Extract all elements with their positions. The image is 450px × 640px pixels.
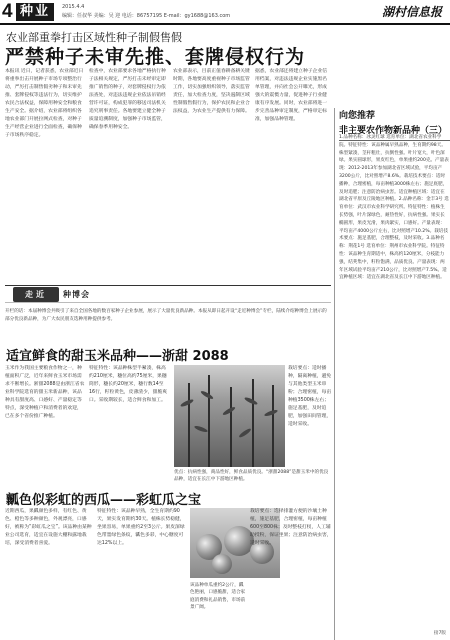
issue-date: 2015.4.4	[62, 4, 85, 10]
lead-column-2: 检查中，农业部要求各地严格执行种子法相关规定，严厉打击未经审定即推广销售的种子，对套牌侵权行为依法查处，对违法违规企业依法吊销经营许可证，构成犯罪的移送司法机关追究刑事责任。各地要建立健全种子质量追溯制度，加强种子市场监管，确保春季用种安全。	[89, 69, 166, 130]
corn-headline: 适宜鲜食的甜玉米品种——浙甜 2088	[6, 349, 229, 364]
expo-banner	[5, 285, 331, 303]
melon-column-1: 近期西瓜，果瓤颜色多样，有红色、黄色、橙色等多种颜色，外观漂亮，口感好，被称为“彩虹瓜之宝”。该品种由某种业公司选育，适宜在设施大棚和露地栽培，深受消费者喜爱。	[5, 509, 92, 546]
melon-photo-caption: 该品种单瓜重约2公斤，瓤色艳丽，口感脆甜，适合家庭消费和礼品销售，市场前景广阔。	[190, 583, 246, 611]
corn-field-photo	[174, 365, 285, 467]
page-number: 4	[2, 1, 13, 22]
section-label: 种业	[16, 3, 54, 21]
top-rule	[0, 23, 450, 25]
expo-title: 种博会	[63, 290, 90, 299]
sidebar-heading: 向您推荐	[339, 111, 376, 121]
sidebar-body: 1.品种名称：冰灵红球 选育单位：湖北省农业科学院。特征特性：该品种属早熟品种，生育期约98天。株型紧凑，茎秆粗壮，抗倒性强。叶片宽大，叶色深绿。果实圆球形，果皮红色，单果重约200克。产量表现：2012-2013年参加湖北省区域试验，平均亩产3200公斤，比对照增产8.6%。栽培技术要点：适时播种，合理密植，每亩种植3000株左右；施足底肥，及时追肥；注意防治病虫害。适宜种植区域：适宜在湖北省平原及丘陵地区种植。2.品种名称：金丰3号 选育单位：武汉市农业科学研究所。特征特性：植株生长势强，叶片深绿色，耐热性好，抗病性强。果实长椭圆形，果皮光滑，果肉紧实，口感好。产量表现：平均亩产4000公斤左右，比对照增产10.2%。栽培技术要点：施足基肥，合理整枝，及时采收。3.品种名称：荆花1号 选育单位：荆州市农业科学院。特征特性：该品种生育期适中，株高约120厘米，分枝能力强，结荚集中，籽粒饱满，品质优良。产量表现：两年区域试验平均亩产210公斤，比对照增产7.5%。适宜种植区域：适宜在湖北省及长江中下游地区种植。	[339, 135, 449, 281]
lead-column-3: 农业部表示，目前正值春耕备耕关键时期，各地要高度重视种子市场监管工作，切实加强组织领导，落实监管责任，加大检查力度，坚决遏制区域性制假售假行为，保护农民和企业合法权益，为农业生产提供有力保障。	[173, 69, 250, 114]
editor-info: 编辑：任叔华 美编：吴 迎 电话：86757195 E-mail：gy1688@163.com	[62, 13, 231, 19]
lead-kicker: 农业部重拳打击区域性种子制假售假	[6, 31, 182, 44]
corn-photo-caption: 优点：抗病性强，商品性好，鲜食品质优良。“浙甜2088”是甜玉米中的优良品种，适宜在长江中下游地区种植。	[174, 470, 329, 483]
melon-headline: 瓤色似彩虹的西瓜——彩虹瓜之宝	[6, 493, 202, 508]
expo-tag: 走近	[13, 287, 59, 302]
corn-column-2: 特征特性：该品种株型半紧凑，株高约210厘米，穗位高约75厘米，果穗筒形，穗长约20厘米，穗行数14至16行，籽粒黄色，皮薄渣少，甜脆爽口。采收期较长，适合鲜食和加工。	[89, 366, 168, 403]
continuation-note: 接7版	[433, 631, 446, 636]
melon-column-2: 特征特性：该品种早熟，全生育期约90天，果实发育期约30天。植株长势稳健，坐果容易，单果重约2至3公斤。果皮深绿色带墨绿色条纹，瓤色多彩，中心糖度可达12%以上。	[97, 509, 185, 546]
sidebar-subheading: 非主要农作物新品种（三）	[339, 126, 448, 136]
melon-column-3: 栽培要点：选择排灌方便的沙壤土种植，施足基肥，合理密植，每亩种植600至800株；及时整枝打杈，人工辅助授粉，保证坐果；注意防治病虫害，适时采收。	[250, 509, 332, 546]
lead-column-4: 据悉，农业部还将建立种子企业信用档案，对违法违规企业实施黑名单管理，并向社会公开曝光，形成强大的震慑力量，促进种子行业健康有序发展。同时，农业部将进一步完善品种审定制度，严格审定标准，加强品种管理。	[255, 69, 327, 122]
lead-column-1: 本报讯 近日，记者获悉，农业部近日将重拳出击开展种子市场专项整治行动，严厉打击制售假劣种子和未审先推、套牌侵权等违法行为，切实维护农民合法权益，保障用种安全和粮食生产安全。据介绍，农业部将组织各地农业部门开展拉网式检查，对种子生产经营企业进行全面检查，确保种子市场秩序稳定。	[5, 69, 84, 138]
corn-column-1: 玉米作为我国主要粮食作物之一，种植面积广泛，近年来鲜食玉米市场需求不断增长。浙甜2088是由浙江省农业科学院选育的甜玉米新品种，该品种具有甜度高、口感好、产量稳定等特点，深受种植户和消费者的欢迎，已在多个省份推广种植。	[5, 366, 85, 419]
corn-column-3: 栽培要点：适时播种，隔离种植，避免与其他类型玉米串粉；合理密植，每亩种植3500株左右；施足基肥，及时追肥，加强田间管理，适时采收。	[288, 366, 332, 427]
paper-name: 湖村信息报	[381, 5, 442, 19]
lead-headline: 严禁种子未审先推、套牌侵权行为	[5, 46, 306, 68]
sidebar-divider	[334, 108, 335, 640]
masthead	[0, 0, 450, 24]
expo-intro: 开栏的话：本届种博会共吸引了来自全国各地的数百家种子企业参展，展示了大量优良新品种。本报从即日起开设“走近种博会”专栏，陆续介绍种博会上展示的部分优良新品种，为广大农民朋友选种用种提供参考。	[5, 309, 327, 322]
